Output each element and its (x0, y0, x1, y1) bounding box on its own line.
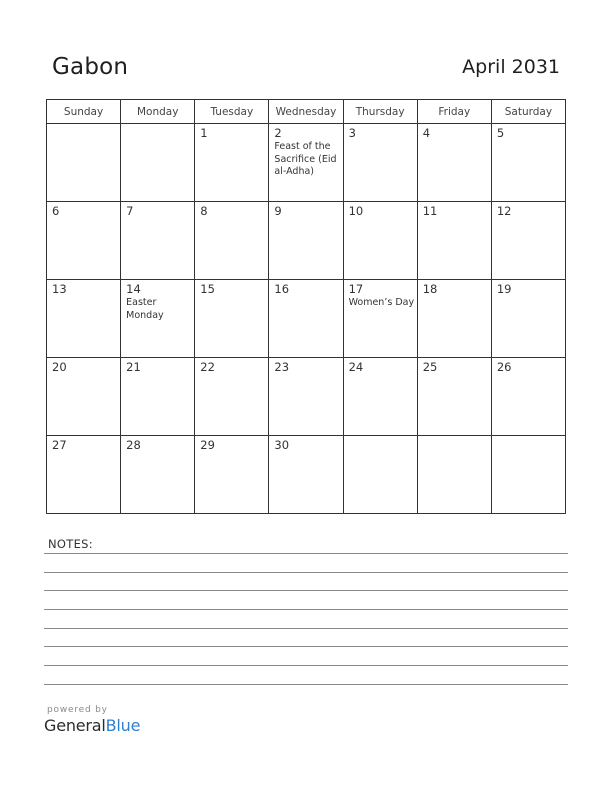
note-line (44, 665, 568, 666)
day-cell (491, 124, 565, 202)
day-number: 9 (274, 204, 282, 218)
day-number: 17 (348, 282, 364, 296)
holiday-label (195, 296, 268, 297)
holiday-label (492, 439, 565, 440)
day-cell (195, 280, 269, 358)
holiday-label (47, 218, 120, 219)
day-cell (343, 358, 417, 436)
week-row (47, 124, 566, 202)
holiday-label (418, 374, 491, 375)
day-number: 8 (200, 204, 208, 218)
day-cell (121, 280, 195, 358)
day-number: 1 (200, 126, 208, 140)
holiday-label (344, 439, 417, 440)
holiday-label (418, 296, 491, 297)
holiday-label (269, 218, 342, 219)
holiday-label (269, 452, 342, 453)
holiday-label (492, 374, 565, 375)
day-cell (121, 124, 195, 202)
weekday-monday: Monday (121, 100, 195, 124)
holiday-label (492, 140, 565, 141)
calendar-grid (46, 99, 566, 514)
weekday-friday: Friday (417, 100, 491, 124)
day-cell (269, 280, 343, 358)
weekday-sunday: Sunday (47, 100, 121, 124)
weekday-tuesday: Tuesday (195, 100, 269, 124)
day-number: 6 (52, 204, 60, 218)
week-row (47, 280, 566, 358)
day-number: 4 (422, 126, 431, 140)
day-cell (47, 358, 121, 436)
day-cell (269, 358, 343, 436)
holiday-label (344, 374, 417, 375)
day-number: 7 (126, 204, 134, 218)
holiday-label: Feast of the Sacrifice (Eid al-Adha) (274, 141, 337, 177)
day-cell (269, 202, 343, 280)
day-cell (195, 124, 269, 202)
day-number: 24 (348, 360, 364, 374)
holiday-label (121, 127, 194, 128)
holiday-label (195, 140, 268, 141)
day-number: 14 (126, 282, 141, 296)
holiday-label (47, 374, 120, 375)
day-number: 10 (348, 204, 364, 218)
weekday-wednesday: Wednesday (269, 100, 343, 124)
holiday-label (195, 374, 268, 375)
note-line (44, 553, 568, 554)
holiday-label (47, 452, 120, 453)
day-number: 11 (422, 204, 438, 218)
day-cell (121, 358, 195, 436)
holiday-label (269, 296, 342, 297)
day-cell (343, 124, 417, 202)
holiday-label (121, 218, 194, 219)
weekday-saturday: Saturday (491, 100, 565, 124)
holiday-label (492, 296, 565, 297)
day-cell (491, 280, 565, 358)
day-cell (417, 358, 491, 436)
day-number: 15 (200, 282, 215, 296)
day-number: 5 (496, 126, 505, 140)
holiday-label: Women’s Day (348, 297, 415, 308)
week-row (47, 202, 566, 280)
calendar-month-title: April 2031 (462, 56, 560, 78)
holiday-label (344, 140, 417, 141)
brand-general: General (44, 716, 106, 735)
day-number: 18 (422, 282, 438, 296)
day-cell (491, 358, 565, 436)
note-line (44, 684, 568, 685)
day-number: 20 (52, 360, 67, 374)
day-cell (195, 202, 269, 280)
day-number: 26 (496, 360, 512, 374)
brand-blue: Blue (105, 716, 141, 735)
day-cell (343, 202, 417, 280)
day-cell (417, 280, 491, 358)
day-cell (269, 124, 343, 202)
powered-by-text: powered by (47, 705, 108, 715)
day-number: 25 (422, 360, 438, 374)
day-cell (121, 436, 195, 514)
day-number: 27 (52, 438, 67, 452)
note-line (44, 646, 568, 647)
day-cell (417, 202, 491, 280)
day-cell (121, 202, 195, 280)
day-number: 21 (126, 360, 141, 374)
holiday-label (269, 374, 342, 375)
day-number: 3 (348, 126, 356, 140)
holiday-label (344, 218, 417, 219)
day-number: 12 (496, 204, 512, 218)
day-cell (269, 436, 343, 514)
week-row (47, 358, 566, 436)
holiday-label (121, 452, 194, 453)
day-cell (47, 202, 121, 280)
day-number: 2 (274, 126, 282, 140)
day-cell (195, 358, 269, 436)
day-number: 28 (126, 438, 141, 452)
holiday-label (195, 452, 268, 453)
day-cell (491, 202, 565, 280)
holiday-label: Easter Monday (126, 297, 164, 321)
day-cell (47, 280, 121, 358)
day-cell (343, 280, 417, 358)
holiday-label (418, 140, 491, 141)
day-number: 29 (200, 438, 215, 452)
day-cell (417, 436, 491, 514)
day-cell (343, 436, 417, 514)
holiday-label (47, 127, 120, 128)
day-number: 22 (200, 360, 215, 374)
notes-label: NOTES: (48, 537, 93, 551)
day-cell (47, 436, 121, 514)
calendar-country-title: Gabon (52, 54, 129, 80)
day-cell (417, 124, 491, 202)
note-line (44, 628, 568, 629)
note-line (44, 572, 568, 573)
holiday-label (418, 439, 491, 440)
day-cell (47, 124, 121, 202)
day-cell (491, 436, 565, 514)
holiday-label (47, 296, 120, 297)
weekday-header-row (47, 100, 566, 124)
holiday-label (195, 218, 268, 219)
day-number: 30 (274, 438, 290, 452)
day-cell (195, 436, 269, 514)
note-line (44, 590, 568, 591)
holiday-label (492, 218, 565, 219)
note-line (44, 609, 568, 610)
week-row (47, 436, 566, 514)
holiday-label (121, 374, 194, 375)
day-number: 23 (274, 360, 290, 374)
day-number: 16 (274, 282, 290, 296)
generalblue-logo (44, 716, 140, 735)
day-number: 13 (52, 282, 67, 296)
day-number: 19 (496, 282, 512, 296)
weekday-thursday: Thursday (343, 100, 417, 124)
holiday-label (418, 218, 491, 219)
